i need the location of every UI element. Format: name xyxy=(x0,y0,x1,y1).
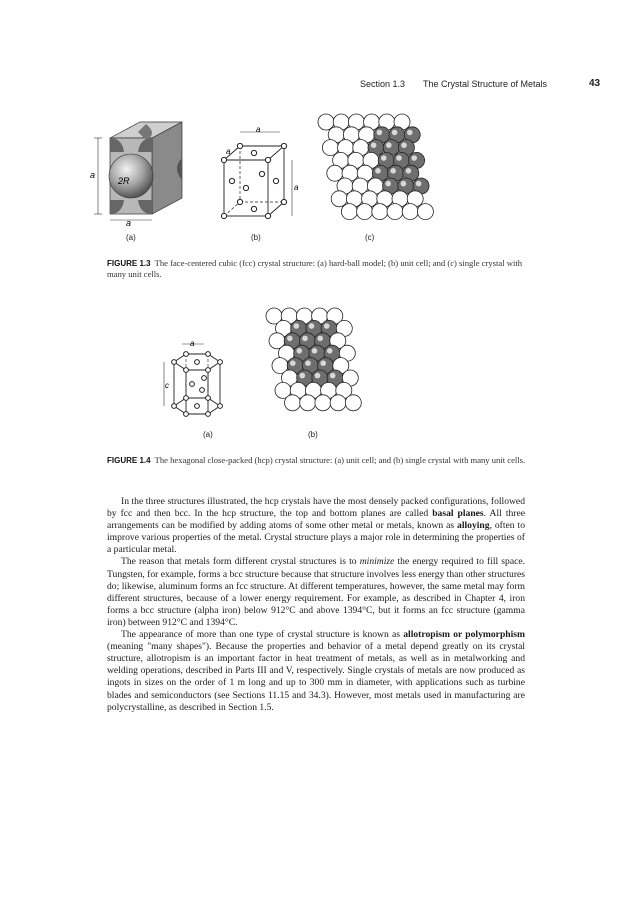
figure-1-3-label: FIGURE 1.3 xyxy=(107,259,151,268)
term-minimize: minimize xyxy=(359,556,395,568)
dim-2r-label: 2R xyxy=(118,176,130,186)
atom-sphere xyxy=(345,395,361,411)
atom-highlight xyxy=(297,348,303,354)
fig14-sub-a: (a) xyxy=(203,430,213,439)
hcp-single-crystal xyxy=(260,300,370,425)
atom-highlight xyxy=(312,348,318,354)
atom-highlight xyxy=(401,181,407,187)
dim-a-bottom: a xyxy=(126,218,132,228)
atom-sphere xyxy=(372,204,388,220)
atom-highlight xyxy=(315,373,321,379)
dim-a-right: a xyxy=(294,183,299,192)
atom-highlight xyxy=(327,348,333,354)
atom-highlight xyxy=(385,181,391,187)
figure-1-4-caption xyxy=(107,455,527,466)
atom-highlight xyxy=(371,142,377,148)
term-allotropism: allotropism or polymorphism xyxy=(403,629,525,641)
atom-highlight xyxy=(396,155,402,161)
figure-1-3-caption xyxy=(107,258,527,280)
atom-highlight xyxy=(407,130,413,136)
atom-highlight xyxy=(416,181,422,187)
atom-highlight xyxy=(302,336,308,342)
page-number: 43 xyxy=(589,78,601,89)
body-text xyxy=(107,496,525,714)
atom-highlight xyxy=(401,142,407,148)
paragraph-1: In the three structures illustrated, the hcp crystals have the most densely packed configurations, followed by fcc and then bcc. In the hcp structure, the top and bottom planes are called basal planes. All three arrangements can be modified by adding atoms of some other metal or metals, known as alloying, often to improve various properties of the metal. Crystal structure plays a major role in determining the properties of a particular metal. xyxy=(107,496,525,556)
atom-highlight xyxy=(320,360,326,366)
figure-1-4 xyxy=(160,300,380,450)
hcp-dim-c: c xyxy=(165,381,169,390)
atom-sphere xyxy=(300,395,316,411)
figure-1-3 xyxy=(80,100,480,250)
atom-sphere xyxy=(402,204,418,220)
fig13-sub-c: (c) xyxy=(365,233,375,242)
hcp-dim-a: a xyxy=(190,339,195,348)
term-basal-planes: basal planes xyxy=(432,508,484,520)
section-title: The Crystal Structure of Metals xyxy=(423,79,548,89)
paragraph-3: The appearance of more than one type of crystal structure is known as allotropism or polymorphism (meaning "many shapes"). Because the properties and behavior of a metal depend greatly on its crystal structure, allotropism is an important factor in heat treatment of metals, as well as in metalworking and welding operations, described in Parts III and V, respectively. Single crystals of metals are now produced as ingots in sizes on the order of 1 m long and up to 300 mm in diameter, with applications such as turbine blades and semiconductors (see Sections 11.15 and 34.3). However, most metals used in manufacturing are polycrystalline, as described in Section 1.5. xyxy=(107,629,525,713)
dim-a-top: a xyxy=(256,125,261,134)
atom-highlight xyxy=(294,323,300,329)
atom-highlight xyxy=(317,336,323,342)
fcc-hard-ball-model xyxy=(80,118,200,228)
term-alloying: alloying xyxy=(457,520,490,532)
figure-1-4-caption-text: The hexagonal close-packed (hcp) crystal structure: (a) unit cell; and (b) single crystal with many unit cells. xyxy=(154,455,526,465)
atom-highlight xyxy=(305,360,311,366)
fig13-sub-b: (b) xyxy=(251,233,261,242)
atom-sphere xyxy=(285,395,301,411)
atom-sphere xyxy=(315,395,331,411)
fig14-sub-b: (b) xyxy=(308,430,318,439)
fcc-unit-cell xyxy=(198,120,308,230)
atom-sphere xyxy=(318,114,334,130)
atom-highlight xyxy=(411,155,417,161)
fcc-single-crystal xyxy=(308,100,448,232)
atom-highlight xyxy=(330,373,336,379)
atom-highlight xyxy=(392,130,398,136)
atom-sphere xyxy=(341,204,357,220)
atom-highlight xyxy=(290,360,296,366)
section-number: Section 1.3 xyxy=(360,79,406,89)
hcp-unit-cell xyxy=(160,338,250,418)
atom-highlight xyxy=(377,130,383,136)
dim-a-side: a xyxy=(226,147,231,156)
paragraph-2: The reason that metals form different crystal structures is to minimize the energy required to fill space. Tungsten, for example, forms a bcc structure because that structure involves less energy than other structures do; likewise, aluminum forms an fcc structure. At different temperatures, however, the same metal may form different structures, because of a lower energy requirement. For example, as described in Chapter 4, iron forms a bcc structure (alpha iron) below 912°C and above 1394°C, but it forms an fcc structure (gamma iron) between 912°C and 1394°C. xyxy=(107,556,526,628)
atom-highlight xyxy=(300,373,306,379)
atom-highlight xyxy=(406,168,412,174)
atom-sphere xyxy=(327,165,343,181)
figure-1-3-caption-text: The face-centered cubic (fcc) crystal structure: (a) hard-ball model; (b) unit cell; and (c) single crystal with many unit cells. xyxy=(107,258,523,279)
atom-sphere xyxy=(330,395,346,411)
atom-sphere xyxy=(417,204,433,220)
atom-highlight xyxy=(381,155,387,161)
atom-highlight xyxy=(390,168,396,174)
atom-highlight xyxy=(386,142,392,148)
fig13-sub-a: (a) xyxy=(126,233,136,242)
atom-sphere xyxy=(387,204,403,220)
atom-highlight xyxy=(324,323,330,329)
atom-highlight xyxy=(375,168,381,174)
figure-1-4-label: FIGURE 1.4 xyxy=(107,456,151,465)
atom-highlight xyxy=(287,336,293,342)
atom-sphere xyxy=(322,140,338,156)
atom-sphere xyxy=(331,191,347,207)
atom-sphere xyxy=(357,204,373,220)
atom-highlight xyxy=(309,323,315,329)
dim-a-label: a xyxy=(90,170,96,180)
